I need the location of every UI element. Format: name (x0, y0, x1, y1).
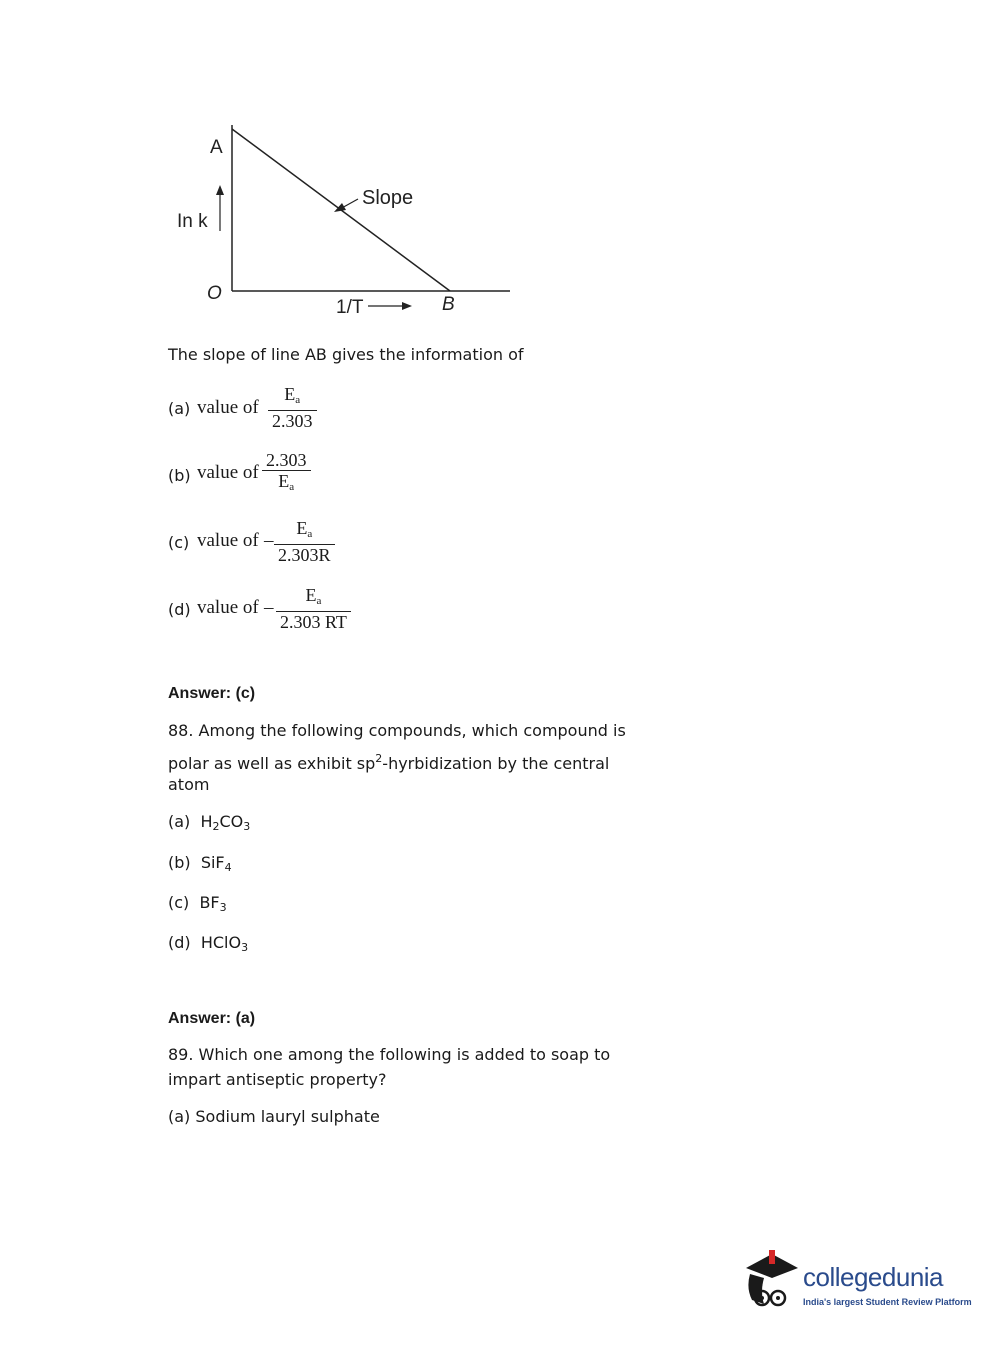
q89-option-a: (a) Sodium lauryl sulphate (168, 1107, 380, 1126)
q88-option-a: (a) $H_2CO_3$ (168, 812, 251, 833)
q87-answer: Answer: (c) (168, 685, 256, 702)
q88-option-b: (b) SiF$_4$ (168, 853, 232, 874)
q88-answer: Answer: (a) (168, 1010, 256, 1027)
q88-stem-line1: 88. Among the following compounds, which compound is (168, 721, 626, 740)
q87-option-c-text: value of (197, 530, 259, 551)
slope-label: Slope (362, 187, 414, 209)
collegedunia-tagline: India's largest Student Review Platform (803, 1297, 972, 1307)
q87-option-b-fraction: $\frac{2.303}{E_a}$ (262, 450, 311, 497)
x-arrow-head (402, 302, 412, 310)
y-arrow-head (216, 185, 224, 195)
q87-option-c-sign: – (264, 530, 274, 551)
q87-stem: The slope of line AB gives the information of (168, 345, 524, 364)
q89-stem-line1: 89. Which one among the following is added to soap to (168, 1045, 611, 1064)
ln-k-vs-inverse-t-graph (160, 115, 530, 325)
q89-stem-line2: impart antiseptic property? (168, 1070, 387, 1089)
q87-option-d-text: value of (197, 597, 259, 618)
q88-option-c: (c) $BF_3$ (168, 893, 227, 914)
q87-option-c-fraction: $\frac{E_a}{2.303R}$ (274, 518, 335, 565)
q87-option-b-marker: (b) (168, 466, 191, 485)
q87-option-a-marker: (a) (168, 399, 191, 418)
collegedunia-mascot-icon (742, 1248, 802, 1318)
q87-option-c-marker: (c) (168, 533, 190, 552)
x-axis-label: 1/T (336, 297, 364, 318)
q87-option-a-fraction: $\frac{E_a}{2.303}$ (268, 384, 317, 431)
slope-pointer-head (334, 203, 346, 212)
q87-option-a-text: value of (197, 397, 259, 418)
collegedunia-brand: collegedunia (803, 1262, 944, 1292)
q88-stem-line3: atom (168, 775, 210, 794)
y-axis-label: In k (177, 211, 208, 232)
q87-option-b-text: value of (197, 462, 259, 483)
label-b: B (442, 294, 455, 315)
q87-option-d-marker: (d) (168, 600, 191, 619)
q87-option-d-fraction: $\frac{E_a}{2.303 RT}$ (276, 585, 351, 632)
q88-option-d: (d) HClO$_3$ (168, 933, 249, 954)
label-o: O (207, 283, 222, 304)
q88-stem-line2: polar as well as exhibit $sp^2$-hyrbidization by the central (168, 752, 610, 773)
label-a: A (210, 137, 223, 158)
q87-option-d-sign: – (264, 597, 274, 618)
